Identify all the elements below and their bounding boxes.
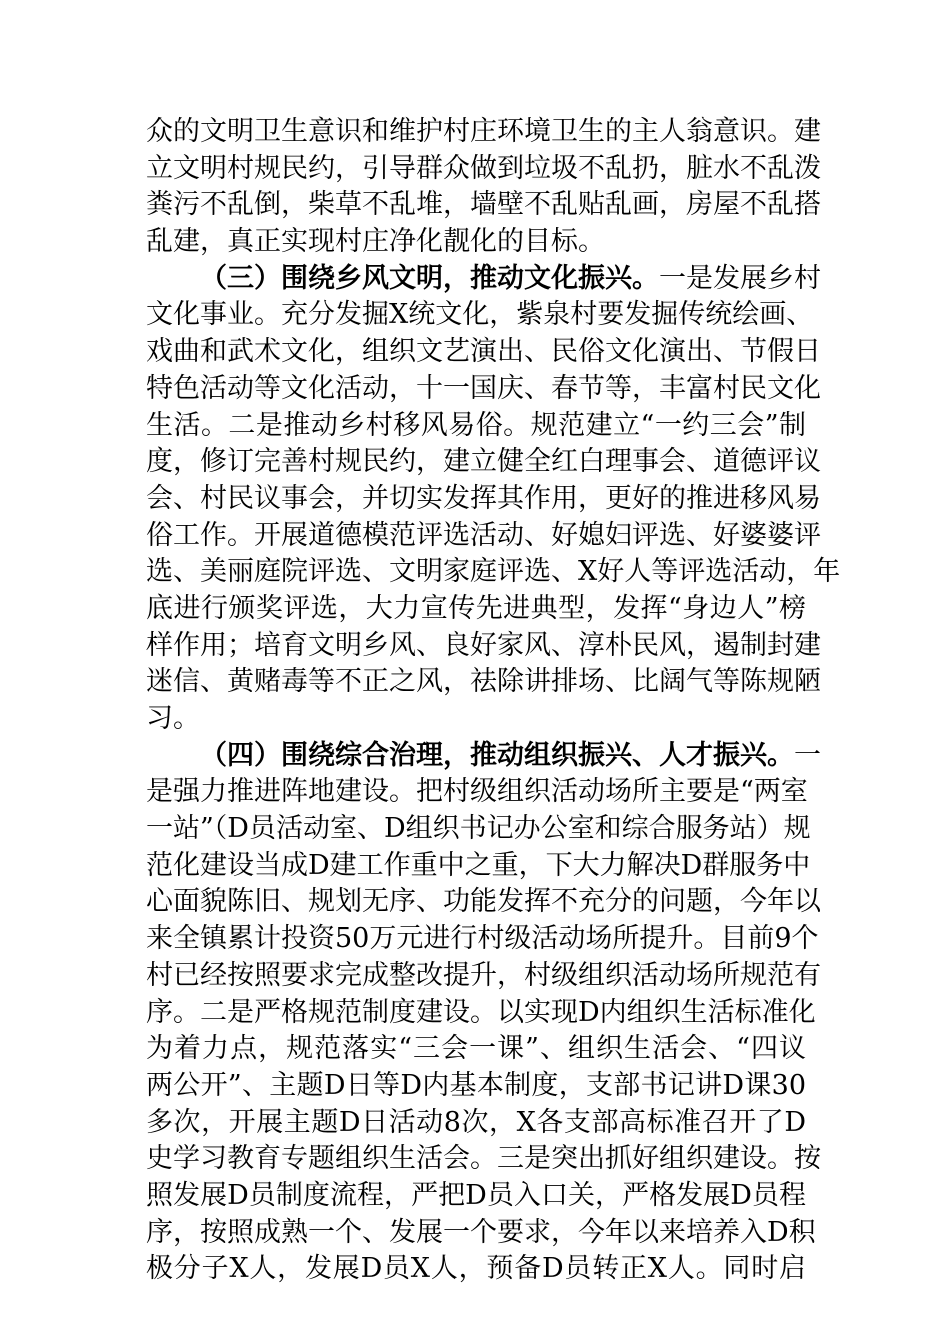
text-line: 立文明村规民约，引导群众做到垃圾不乱扔，脏水不乱泼 xyxy=(146,152,821,184)
text-line: 是强力推进阵地建设。把村级组织活动场所主要是“两室 xyxy=(146,776,808,808)
text-line: 照发展D员制度流程，严把D员入口关，严格发展D员程 xyxy=(146,1179,806,1211)
paragraph-3 xyxy=(146,738,821,1288)
text-line: 度，修订完善村规民约，建立健全红白理事会、道德评议 xyxy=(146,446,821,478)
text-line: 为着力点，规范落实“三会一课”、组织生活会、“四议 xyxy=(146,1033,806,1065)
paragraph-2 xyxy=(146,261,841,738)
text-line: 范化建设当成D建工作重中之重，下大力解决D群服务中 xyxy=(146,849,811,881)
text-line: 样作用；培育文明乡风、良好家风、淳朴民风，遏制封建 xyxy=(146,629,821,661)
text-line: 极分子X人，发展D员X人，预备D员转正X人。同时启 xyxy=(146,1253,806,1285)
text-line: 史学习教育专题组织生活会。三是突出抓好组织建设。按 xyxy=(146,1143,821,1175)
text-span: 一 xyxy=(794,739,821,771)
section-heading-3: （三）围绕乡风文明，推动文化振兴。 xyxy=(200,262,659,294)
text-line: 来全镇累计投资50万元进行村级活动场所提升。目前9个 xyxy=(146,923,819,955)
text-line: 一站”（D员活动室、D组织书记办公室和综合服务站）规 xyxy=(146,813,811,845)
text-span: 一是发展乡村 xyxy=(659,262,821,294)
text-line: 文化事业。充分发掘X统文化，紫泉村要发掘传统绘画、 xyxy=(146,299,814,331)
document-page xyxy=(146,114,841,1288)
text-line: 底进行颁奖评选，大力宣传先进典型，发挥“身边人”榜 xyxy=(146,592,806,624)
text-line: 两公开”、主题D日等D内基本制度，支部书记讲D课30 xyxy=(146,1069,806,1101)
text-line: 选、美丽庭院评选、文明家庭评选、X好人等评选活动，年 xyxy=(146,556,841,588)
section-heading-4: （四）围绕综合治理，推动组织振兴、人才振兴。 xyxy=(200,739,794,771)
text-line xyxy=(146,738,821,775)
paragraph-1 xyxy=(146,114,821,261)
text-line: 序，按照成熟一个、发展一个要求，今年以来培养入D积 xyxy=(146,1216,816,1248)
text-line: 俗工作。开展道德模范评选活动、好媳妇评选、好婆婆评 xyxy=(146,519,821,551)
text-line: 序。二是严格规范制度建设。以实现D内组织生活标准化 xyxy=(146,996,816,1028)
text-line: 习。 xyxy=(146,703,200,734)
text-line: 众的文明卫生意识和维护村庄环境卫生的主人翁意识。建 xyxy=(146,116,821,147)
text-line: 戏曲和武术文化，组织文艺演出、民俗文化演出、节假日 xyxy=(146,336,821,368)
text-line xyxy=(146,261,821,298)
text-line: 粪污不乱倒，柴草不乱堆，墙壁不乱贴乱画，房屋不乱搭 xyxy=(146,189,821,221)
text-line: 乱建，真正实现村庄净化靓化的目标。 xyxy=(146,226,605,258)
text-line: 会、村民议事会，并切实发挥其作用，更好的推进移风易 xyxy=(146,482,821,514)
text-line: 生活。二是推动乡村移风易俗。规范建立“一约三会”制 xyxy=(146,409,806,441)
text-line: 多次，开展主题D日活动8次，X各支部高标准召开了D xyxy=(146,1106,806,1138)
text-line: 心面貌陈旧、规划无序、功能发挥不充分的问题，今年以 xyxy=(146,886,821,918)
text-line: 特色活动等文化活动，十一国庆、春节等，丰富村民文化 xyxy=(146,372,821,404)
text-line: 迷信、黄赌毒等不正之风，祛除讲排场、比阔气等陈规陋 xyxy=(146,666,821,698)
text-line: 村已经按照要求完成整改提升，村级组织活动场所规范有 xyxy=(146,959,821,991)
